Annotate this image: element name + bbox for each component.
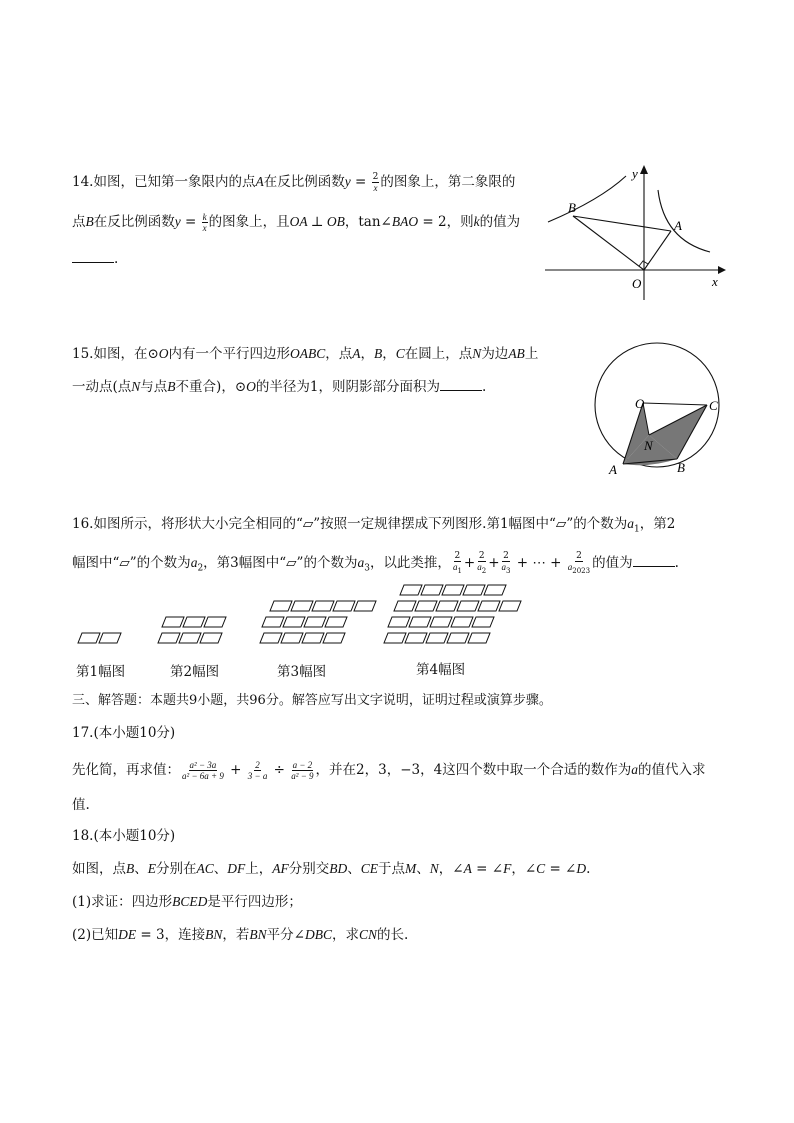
frac-num: 2 xyxy=(454,551,461,561)
pattern-parallelogram xyxy=(499,601,521,611)
frac-den: a² − 6a + 9 xyxy=(182,771,224,781)
q18-text: 于点 xyxy=(378,861,406,877)
q18-var: BD xyxy=(329,861,348,876)
label-x: x xyxy=(712,274,718,289)
pattern-parallelogram xyxy=(262,617,284,627)
q18-var: D xyxy=(576,861,587,876)
q17-header: 17.(本小题10分) xyxy=(72,725,176,741)
q16-caption-4: 第4幅图 xyxy=(416,662,466,678)
pattern-parallelogram xyxy=(384,633,406,643)
label-o: O xyxy=(632,276,642,291)
pattern-parallelogram xyxy=(400,585,422,595)
q17-fraction-2 xyxy=(247,760,269,781)
q16-text: ，第3幅图中“▱”的个数为 xyxy=(203,554,358,571)
q16-period: . xyxy=(674,554,679,571)
q15-text: 内有一个平行四边形 xyxy=(168,346,291,362)
q18-text: . xyxy=(586,861,591,877)
label-a: A xyxy=(609,462,617,477)
pattern-parallelogram xyxy=(463,585,485,595)
pattern-parallelogram xyxy=(304,617,326,627)
q18-var: C xyxy=(536,861,546,876)
q14-figure xyxy=(540,160,730,300)
q15-text: ，点 xyxy=(325,346,353,362)
hyperbola-q2 xyxy=(548,176,626,222)
q14-answer-blank[interactable] xyxy=(72,250,114,263)
q18-var: CE xyxy=(360,861,379,876)
q18-text: 分别在 xyxy=(156,861,197,877)
q18-text: 的长. xyxy=(376,927,409,943)
q14-text: 在反比例函数 xyxy=(93,214,175,230)
q18-text: ，∠ xyxy=(511,861,537,877)
q15-var-n: N xyxy=(131,379,141,394)
q15-line-1 xyxy=(72,345,538,363)
q14-var-k: k xyxy=(473,214,480,229)
q18-var: DE xyxy=(118,927,137,942)
q15-text: 为边 xyxy=(481,346,509,362)
q16-text: 幅图中“▱”的个数为 xyxy=(72,554,191,571)
pattern-parallelogram xyxy=(394,601,416,611)
q14-line-2 xyxy=(72,212,520,233)
pattern-parallelogram xyxy=(260,633,282,643)
q18-var: CN xyxy=(358,927,377,942)
q16-fraction-2 xyxy=(476,551,487,576)
q16-text: 16.如图所示，将形状大小完全相同的“▱”按照一定规律摆成下列图形.第1幅图中“▱”的个数为 xyxy=(72,516,628,532)
q18-text: 平分∠ xyxy=(266,927,305,943)
frac-sub: 3 xyxy=(506,566,511,575)
q16-answer-blank[interactable] xyxy=(633,554,675,567)
pattern-parallelogram xyxy=(162,617,184,627)
pattern-parallelogram xyxy=(430,617,452,627)
pattern-parallelogram xyxy=(442,585,464,595)
frac-den: a² − 9 xyxy=(291,771,314,781)
q16-var-a: a xyxy=(627,516,634,531)
q14-text: = 2，则 xyxy=(418,214,474,230)
q14-text: ，tan∠ xyxy=(344,214,392,230)
q18-text: 、 xyxy=(213,861,228,877)
q15-var-oabc: OABC xyxy=(290,346,326,361)
pattern-parallelogram xyxy=(451,617,473,627)
pattern-parallelogram xyxy=(457,601,479,611)
q14-condition-perpendicular: OA ⊥ OB xyxy=(289,214,345,229)
divide: ÷ xyxy=(269,762,290,778)
pattern-parallelogram xyxy=(200,633,222,643)
q14-text: 点 xyxy=(72,214,86,230)
q18-line-2 xyxy=(72,893,302,911)
frac-den: x xyxy=(373,183,378,193)
q14-text: 的值为 xyxy=(479,214,521,230)
pattern-parallelogram xyxy=(183,617,205,627)
pattern-parallelogram xyxy=(323,633,345,643)
frac-sub: 2023 xyxy=(572,566,591,575)
ellipsis: + ⋯ + xyxy=(512,554,566,571)
frac-den: a xyxy=(567,562,573,572)
pattern-parallelogram xyxy=(283,617,305,627)
pattern-parallelogram xyxy=(354,601,376,611)
q16-caption-1: 第1幅图 xyxy=(76,664,126,680)
q16-fraction-last xyxy=(567,551,591,576)
q16-pattern-figure xyxy=(0,580,794,650)
pattern-parallelogram xyxy=(447,633,469,643)
q16-caption-2: 第2幅图 xyxy=(170,664,220,680)
pattern-parallelogram xyxy=(436,601,458,611)
q14-var-a: A xyxy=(255,174,264,189)
q14-text: 14.如图，已知第一象限内的点 xyxy=(72,174,256,190)
pattern-parallelogram xyxy=(415,601,437,611)
q16-line-1 xyxy=(72,515,675,539)
q14-text: 在反比例函数 xyxy=(263,174,345,190)
q17-fraction-1 xyxy=(181,760,225,781)
label-n: N xyxy=(644,438,653,453)
q18-text: = ∠ xyxy=(471,861,504,877)
q15-var-b: B xyxy=(167,379,176,394)
q16-sub: 1 xyxy=(633,524,640,535)
frac-num: 2 xyxy=(478,551,485,561)
q15-var-b: B xyxy=(374,346,383,361)
pattern-parallelogram xyxy=(99,633,121,643)
q14-var-b: B xyxy=(85,214,94,229)
q16-text: 的值为 xyxy=(592,554,633,571)
q14-var-y: y xyxy=(344,174,351,189)
frac-sub: 1 xyxy=(457,566,462,575)
pattern-parallelogram xyxy=(421,585,443,595)
frac-num: 2 xyxy=(372,172,379,182)
pattern-parallelogram xyxy=(468,633,490,643)
q18-text: 、 xyxy=(134,861,148,877)
frac-num: 2 xyxy=(576,551,582,561)
q15-var-a: A xyxy=(352,346,361,361)
q15-text: 15.如图，在⊙ xyxy=(72,346,159,362)
frac-den: a xyxy=(452,562,458,572)
q17-line-2: 值. xyxy=(72,797,90,813)
label-y: y xyxy=(632,166,638,181)
label-o: O xyxy=(635,396,645,411)
q16-sub: 2 xyxy=(197,563,204,574)
q18-var: DBC xyxy=(304,927,332,942)
q15-text: 不重合)，⊙ xyxy=(175,379,247,395)
q14-eq: = xyxy=(350,174,371,190)
q18-text: ，∠ xyxy=(438,861,464,877)
frac-den: a xyxy=(477,562,482,572)
q18-text: 分别交 xyxy=(288,861,330,877)
q18-var: A xyxy=(463,861,472,876)
frac-num: k xyxy=(202,212,207,222)
segment-ob xyxy=(573,216,644,270)
plus: + xyxy=(463,554,476,571)
q16-text: ，以此类推， xyxy=(369,554,451,571)
q14-fraction-k-over-x xyxy=(202,212,208,233)
q18-var: M xyxy=(405,861,417,876)
q18-text: 如图，点 xyxy=(72,861,126,877)
q14-var-y: y xyxy=(174,214,181,229)
q18-text: (2)已知 xyxy=(72,927,119,943)
segment-oc xyxy=(643,403,707,405)
q16-sub: 3 xyxy=(364,563,370,574)
label-b: B xyxy=(568,200,576,215)
q18-var: AC xyxy=(196,861,214,876)
pattern-parallelogram xyxy=(478,601,500,611)
q18-var: F xyxy=(503,861,512,876)
q15-text: 上 xyxy=(524,346,539,362)
q18-var: DF xyxy=(227,861,246,876)
hyperbola-q1 xyxy=(658,190,710,252)
q15-text: ， xyxy=(360,346,375,362)
q18-text: 上， xyxy=(245,861,273,877)
pattern-parallelogram xyxy=(204,617,226,627)
label-a: A xyxy=(674,218,682,233)
q18-text: = ∠ xyxy=(545,861,577,877)
q18-line-3 xyxy=(72,926,408,944)
q15-var-o: O xyxy=(158,346,169,361)
label-b: B xyxy=(677,460,685,475)
q14-eq: = xyxy=(180,214,201,230)
q18-var: N xyxy=(429,861,439,876)
frac-den: 3 − a xyxy=(247,771,268,781)
q14-line-1 xyxy=(72,172,515,193)
q17-fraction-3 xyxy=(290,760,314,781)
pattern-parallelogram xyxy=(281,633,303,643)
q14-fraction-2-over-x xyxy=(372,172,380,193)
q17-text: 先化简，再求值： xyxy=(72,762,180,778)
pattern-parallelogram xyxy=(472,617,494,627)
q18-var: BCED xyxy=(172,894,208,909)
frac-num: a² − 3a xyxy=(189,760,217,770)
q18-text: (1)求证：四边形 xyxy=(72,894,173,910)
pattern-parallelogram xyxy=(388,617,410,627)
pattern-parallelogram xyxy=(333,601,355,611)
q18-line-1 xyxy=(72,860,590,878)
q18-var: BN xyxy=(205,927,223,942)
q17-text: ，并在2，3，−3，4这四个数中取一个合适的数作为 xyxy=(315,762,632,778)
q18-text: 是平行四边形； xyxy=(207,894,302,910)
q16-fraction-3 xyxy=(501,551,512,576)
q17-text: 的值代入求 xyxy=(637,762,706,778)
pattern-parallelogram xyxy=(312,601,334,611)
pattern-parallelogram xyxy=(325,617,347,627)
q16-text: ，第2 xyxy=(639,516,676,532)
q16-fraction-1 xyxy=(452,551,463,576)
q15-answer-blank[interactable] xyxy=(440,378,482,391)
pattern-parallelogram xyxy=(270,601,292,611)
frac-num: 2 xyxy=(255,760,260,770)
q18-text: = 3，连接 xyxy=(136,927,206,943)
q15-var-o: O xyxy=(246,379,256,394)
segment-oa xyxy=(644,231,671,270)
y-axis-arrow xyxy=(640,165,648,174)
q16-var-a: a xyxy=(357,554,365,570)
q18-text: 、 xyxy=(347,861,361,877)
frac-num: 2 xyxy=(503,551,509,561)
q17-line-1 xyxy=(72,760,705,781)
q15-figure xyxy=(585,340,735,480)
q14-text: 的图象上，且 xyxy=(208,214,290,230)
q15-text: 与点 xyxy=(140,379,168,395)
frac-sub: 2 xyxy=(481,566,487,575)
q14-period: . xyxy=(114,251,119,267)
label-c: C xyxy=(709,398,718,413)
pattern-parallelogram xyxy=(291,601,313,611)
plus: + xyxy=(225,762,246,778)
q18-var: BN xyxy=(249,927,267,942)
q18-text: ，求 xyxy=(331,927,359,943)
q15-period: . xyxy=(481,379,487,395)
q16-caption-3: 第3幅图 xyxy=(277,664,327,680)
pattern-parallelogram xyxy=(484,585,506,595)
q16-var-a: a xyxy=(190,554,198,570)
frac-den: x xyxy=(202,223,207,233)
q15-text: 在圆上，点 xyxy=(404,346,473,362)
q15-var-ab: AB xyxy=(508,346,525,361)
plus: + xyxy=(488,554,500,571)
q15-text: 一动点(点 xyxy=(72,379,132,395)
pattern-parallelogram xyxy=(409,617,431,627)
q18-header: 18.(本小题10分) xyxy=(72,828,176,844)
section-3-title: 三、解答题：本题共9小题，共96分。解答应写出文字说明，证明过程或演算步骤。 xyxy=(72,693,552,708)
pattern-parallelogram xyxy=(426,633,448,643)
q14-line-3 xyxy=(72,250,118,268)
q18-text: ，若 xyxy=(222,927,250,943)
pattern-parallelogram xyxy=(78,633,100,643)
segment-ab xyxy=(573,216,671,231)
q14-text: 的图象上，第二象限的 xyxy=(380,174,516,190)
pattern-parallelogram xyxy=(302,633,324,643)
q18-var: B xyxy=(126,861,135,876)
pattern-parallelogram xyxy=(158,633,180,643)
pattern-parallelogram xyxy=(179,633,201,643)
q14-angle-bao: BAO xyxy=(391,214,419,229)
q18-text: 、 xyxy=(416,861,430,877)
q15-text: 的半径为1，则阴影部分面积为 xyxy=(255,379,440,395)
q18-var: AF xyxy=(272,861,289,876)
x-axis-arrow xyxy=(718,266,726,274)
q15-text: ， xyxy=(382,346,396,362)
q15-var-c: C xyxy=(395,346,405,361)
q16-line-2 xyxy=(72,551,679,578)
q15-var-n: N xyxy=(472,346,482,361)
pattern-parallelogram xyxy=(405,633,427,643)
q15-line-2 xyxy=(72,378,486,396)
frac-den: a xyxy=(501,562,506,572)
frac-num: a − 2 xyxy=(292,760,313,770)
q17-var-a: a xyxy=(631,762,638,777)
q18-var: E xyxy=(147,861,156,876)
